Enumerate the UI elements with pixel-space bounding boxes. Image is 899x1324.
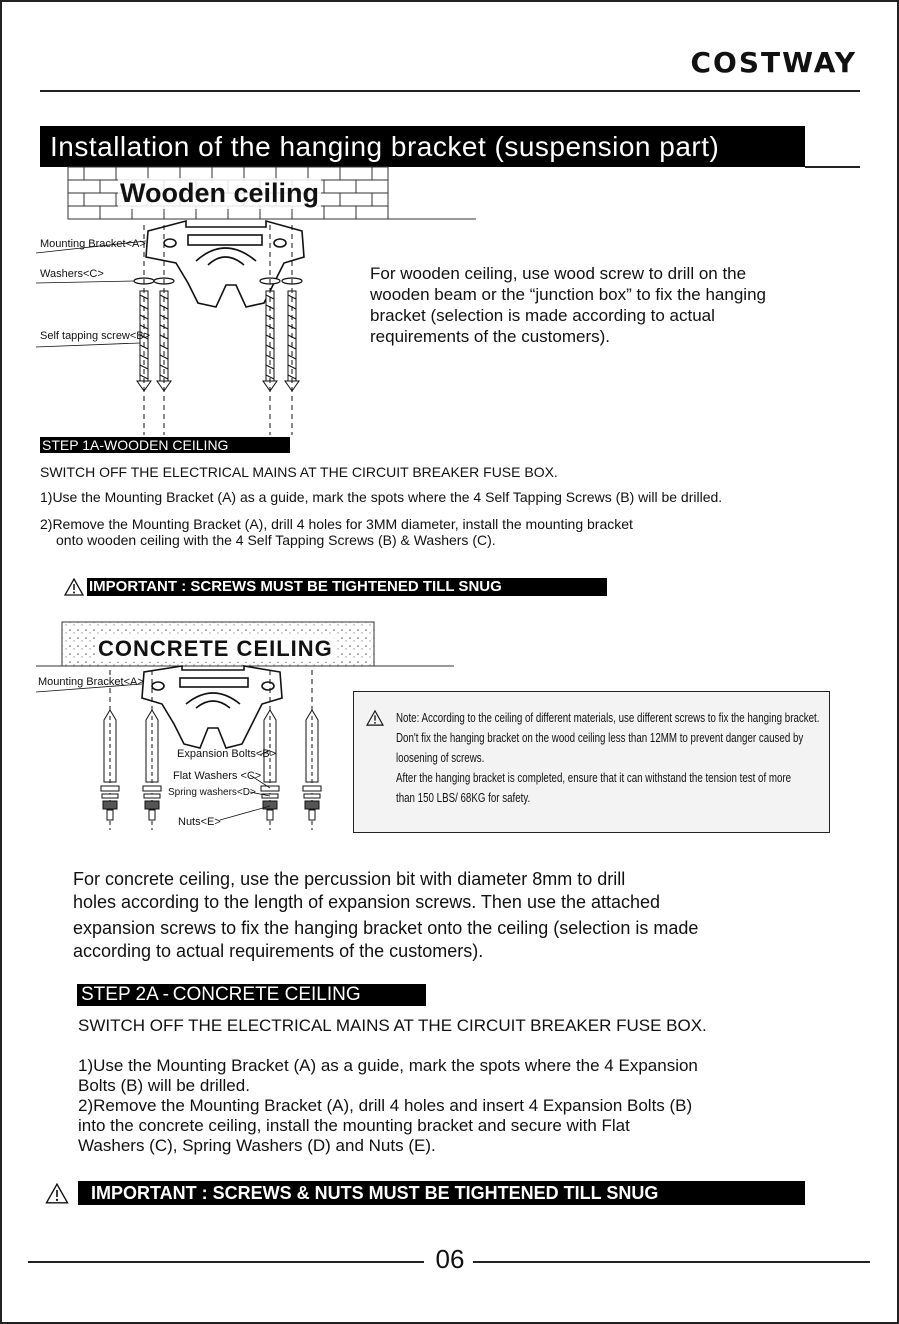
note-line: After the hanging bracket is completed, ensure that it can withstand the tension test of more: [396, 771, 792, 785]
concrete-step-2-line-3: Washers (C), Spring Washers (D) and Nuts (E).: [78, 1136, 436, 1155]
concrete-description-line: For concrete ceiling, use the percussion bit with diameter 8mm to drill: [73, 869, 626, 889]
mounting-bracket-shape: [146, 221, 304, 307]
safety-note-box: [353, 691, 830, 833]
mounting-bracket-label: Mounting Bracket<A>: [40, 238, 146, 250]
wooden-description-line: requirements of the customers).: [370, 327, 610, 346]
concrete-warning-icon: [45, 1183, 69, 1209]
spring-washers-label: Spring washers<D>: [168, 787, 256, 798]
wooden-important: IMPORTANT : SCREWS MUST BE TIGHTENED TILL SNUG: [87, 578, 607, 596]
section-rule: [805, 166, 860, 168]
note-line: Note: According to the ceiling of different materials, use different screws to fix the hanging bracket.: [396, 711, 820, 725]
wooden-step-2-line-1: 2)Remove the Mounting Bracket (A), drill 4 holes for 3MM diameter, install the mounting bracket: [40, 516, 633, 532]
concrete-description-line: expansion screws to fix the hanging bracket onto the ceiling (selection is made: [73, 918, 699, 938]
concrete-steps: [78, 1056, 698, 1156]
concrete-ceiling-label: CONCRETE CEILING: [98, 636, 333, 661]
concrete-step-1-line-1: 1)Use the Mounting Bracket (A) as a guide, mark the spots where the 4 Expansion: [78, 1056, 698, 1075]
page-number: 06: [435, 1244, 465, 1274]
wooden-description: [370, 263, 870, 347]
brand-logo: COSTWAY: [690, 46, 857, 79]
flat-washers-label: Flat Washers <C>: [173, 770, 262, 782]
wooden-switch-off: SWITCH OFF THE ELECTRICAL MAINS AT THE CIRCUIT BREAKER FUSE BOX.: [40, 464, 558, 480]
concrete-step-2-line-1: 2)Remove the Mounting Bracket (A), drill 4 holes and insert 4 Expansion Bolts (B): [78, 1096, 693, 1115]
footer-rule-left: [28, 1261, 424, 1263]
header-rule: [40, 90, 860, 92]
note-warning-icon: [366, 710, 384, 731]
wooden-description-line: For wooden ceiling, use wood screw to drill on the: [370, 264, 747, 283]
wooden-description-line: wooden beam or the “junction box” to fix the hanging: [370, 285, 766, 304]
note-line: loosening of screws.: [396, 751, 485, 765]
section-title: Installation of the hanging bracket (suspension part): [40, 126, 805, 167]
concrete-bracket-shape: [142, 666, 282, 748]
note-line: Don't fix the hanging bracket on the wood ceiling less than 12MM to prevent danger caused by: [396, 731, 804, 745]
concrete-description-line: holes according to the length of expansion screws. Then use the attached: [73, 892, 661, 912]
concrete-switch-off: SWITCH OFF THE ELECTRICAL MAINS AT THE CIRCUIT BREAKER FUSE BOX.: [78, 1016, 707, 1035]
step-1a-label: STEP 1A-WOODEN CEILING: [40, 437, 290, 453]
footer-rule-right: [473, 1261, 870, 1263]
self-tapping-screws-shape: [137, 291, 299, 391]
concrete-description-line: according to actual requirements of the customers).: [73, 941, 484, 961]
warning-icon: [64, 578, 84, 601]
step-2a-label: STEP 2A - CONCRETE CEILING: [77, 984, 426, 1006]
concrete-step-2-line-2: into the concrete ceiling, install the mounting bracket and secure with Flat: [78, 1116, 630, 1135]
wooden-description-line: bracket (selection is made according to actual: [370, 306, 715, 325]
nuts-label: Nuts<E>: [178, 816, 221, 828]
wooden-step-2-line-2: onto wooden ceiling with the 4 Self Tapping Screws (B) & Washers (C).: [56, 532, 496, 548]
concrete-important: IMPORTANT : SCREWS & NUTS MUST BE TIGHTENED TILL SNUG: [78, 1181, 805, 1205]
concrete-step-1-line-2: Bolts (B) will be drilled.: [78, 1076, 250, 1095]
washers-label: Washers<C>: [40, 268, 104, 280]
self-tapping-label: Self tapping screw<B>: [40, 330, 151, 342]
wooden-step-1: 1)Use the Mounting Bracket (A) as a guide, mark the spots where the 4 Self Tapping Screws (B) will be drilled.: [40, 489, 723, 505]
note-line: than 150 LBS/ 68KG for safety.: [396, 791, 531, 805]
concrete-mounting-bracket-label: Mounting Bracket<A>: [38, 676, 144, 688]
expansion-bolts-label: Expansion Bolts<B>: [177, 748, 277, 760]
concrete-description: [73, 868, 863, 963]
wooden-ceiling-label: Wooden ceiling: [120, 178, 320, 208]
